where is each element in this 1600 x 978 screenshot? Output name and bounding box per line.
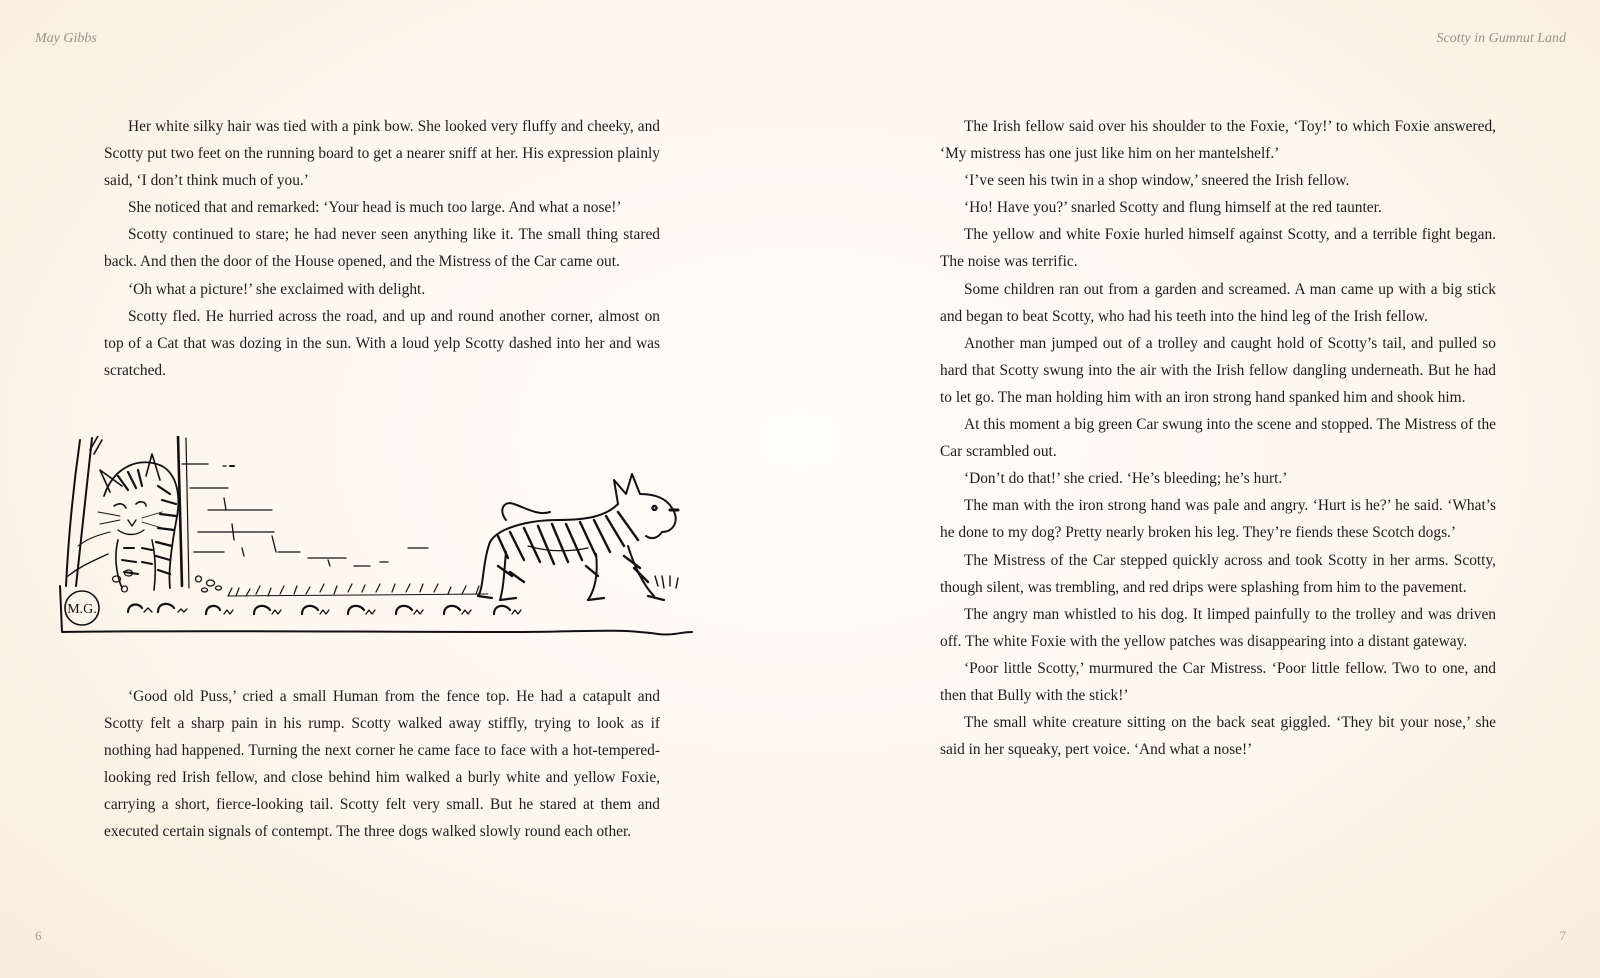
paragraph: ‘Poor little Scotty,’ murmured the Car Mistress. ‘Poor little fellow. Two to one, and then that Bully with the stick!’	[940, 659, 1496, 704]
page-number-left: 6	[35, 928, 42, 943]
paragraph: Another man jumped out of a trolley and caught hold of Scotty’s tail, and pulled so hard that Scotty swung into the air with the Irish fellow dangling underneath. But he had to let go. The man holding him with an iron strong hand spanked him and shook him.	[940, 334, 1496, 406]
paragraph: The Mistress of the Car stepped quickly across and took Scotty in her arms. Scotty, though silent, was trembling, and red drips were splashing from him to the pavement.	[940, 551, 1496, 596]
illustrator-signature: M.G.	[67, 602, 97, 617]
left-page-text-bottom	[104, 683, 660, 846]
paragraph: Her white silky hair was tied with a pink bow. She looked very fluffy and cheeky, and Scotty put two feet on the running board to get a nearer sniff at her. His expression plainly said, ‘I don’t think much of you.’	[104, 118, 660, 190]
paragraph: Some children ran out from a garden and screamed. A man came up with a big stick and began to beat Scotty, who had his teeth into the hind leg of the Irish fellow.	[940, 280, 1496, 325]
left-page-text-top	[104, 113, 660, 384]
paragraph: She noticed that and remarked: ‘Your head is much too large. And what a nose!’	[128, 199, 622, 217]
paragraph: ‘Oh what a picture!’ she exclaimed with delight.	[128, 280, 426, 298]
cat-and-scotty-illustration	[58, 436, 694, 652]
paragraph: At this moment a big green Car swung into the scene and stopped. The Mistress of the Car scrambled out.	[940, 416, 1496, 461]
right-page-text	[940, 113, 1496, 763]
paragraph: ‘Good old Puss,’ cried a small Human from the fence top. He had a catapult and Scotty felt a sharp pain in his rump. Scotty walked away stiffly, trying to look as if nothing had happened. Turning the next corner he came face to face with a hot-tempered-looking red Irish fellow, and close behind him walked a burly white and yellow Foxie, carrying a short, fierce-looking tail. Scotty felt very small. But he stared at them and executed certain signals of contempt. The three dogs walked slowly round each other.	[104, 688, 660, 841]
running-head-title: Scotty in Gumnut Land	[1436, 31, 1566, 46]
paragraph: The angry man whistled to his dog. It limped painfully to the trolley and was driven off. The white Foxie with the yellow patches was disappearing into a distant gateway.	[940, 605, 1496, 650]
running-head-author: May Gibbs	[35, 31, 97, 46]
paragraph: Scotty fled. He hurried across the road, and up and round another corner, almost on top of a Cat that was dozing in the sun. With a loud yelp Scotty dashed into her and was scratched.	[104, 307, 660, 379]
paragraph: ‘Ho! Have you?’ snarled Scotty and flung himself at the red taunter.	[964, 199, 1382, 217]
paragraph: The yellow and white Foxie hurled himself against Scotty, and a terrible fight began. The noise was terrific.	[940, 226, 1496, 271]
page-number-right: 7	[1559, 928, 1566, 943]
paragraph: The small white creature sitting on the back seat giggled. ‘They bit your nose,’ she said in her squeaky, pert voice. ‘And what a nose!’	[940, 714, 1496, 759]
paragraph: Scotty continued to stare; he had never seen anything like it. The small thing stared back. And then the door of the House opened, and the Mistress of the Car came out.	[104, 226, 660, 271]
paragraph: ‘Don’t do that!’ she cried. ‘He’s bleeding; he’s hurt.’	[964, 470, 1288, 488]
paragraph: The Irish fellow said over his shoulder to the Foxie, ‘Toy!’ to which Foxie answered, ‘My mistress has one just like him on her mantelshelf.’	[940, 118, 1496, 163]
paragraph: ‘I’ve seen his twin in a shop window,’ sneered the Irish fellow.	[964, 172, 1350, 190]
paragraph: The man with the iron strong hand was pale and angry. ‘Hurt is he?’ he said. ‘What’s he done to my dog? Pretty nearly broken his leg. They’re fiends these Scotch dogs.’	[940, 497, 1496, 542]
